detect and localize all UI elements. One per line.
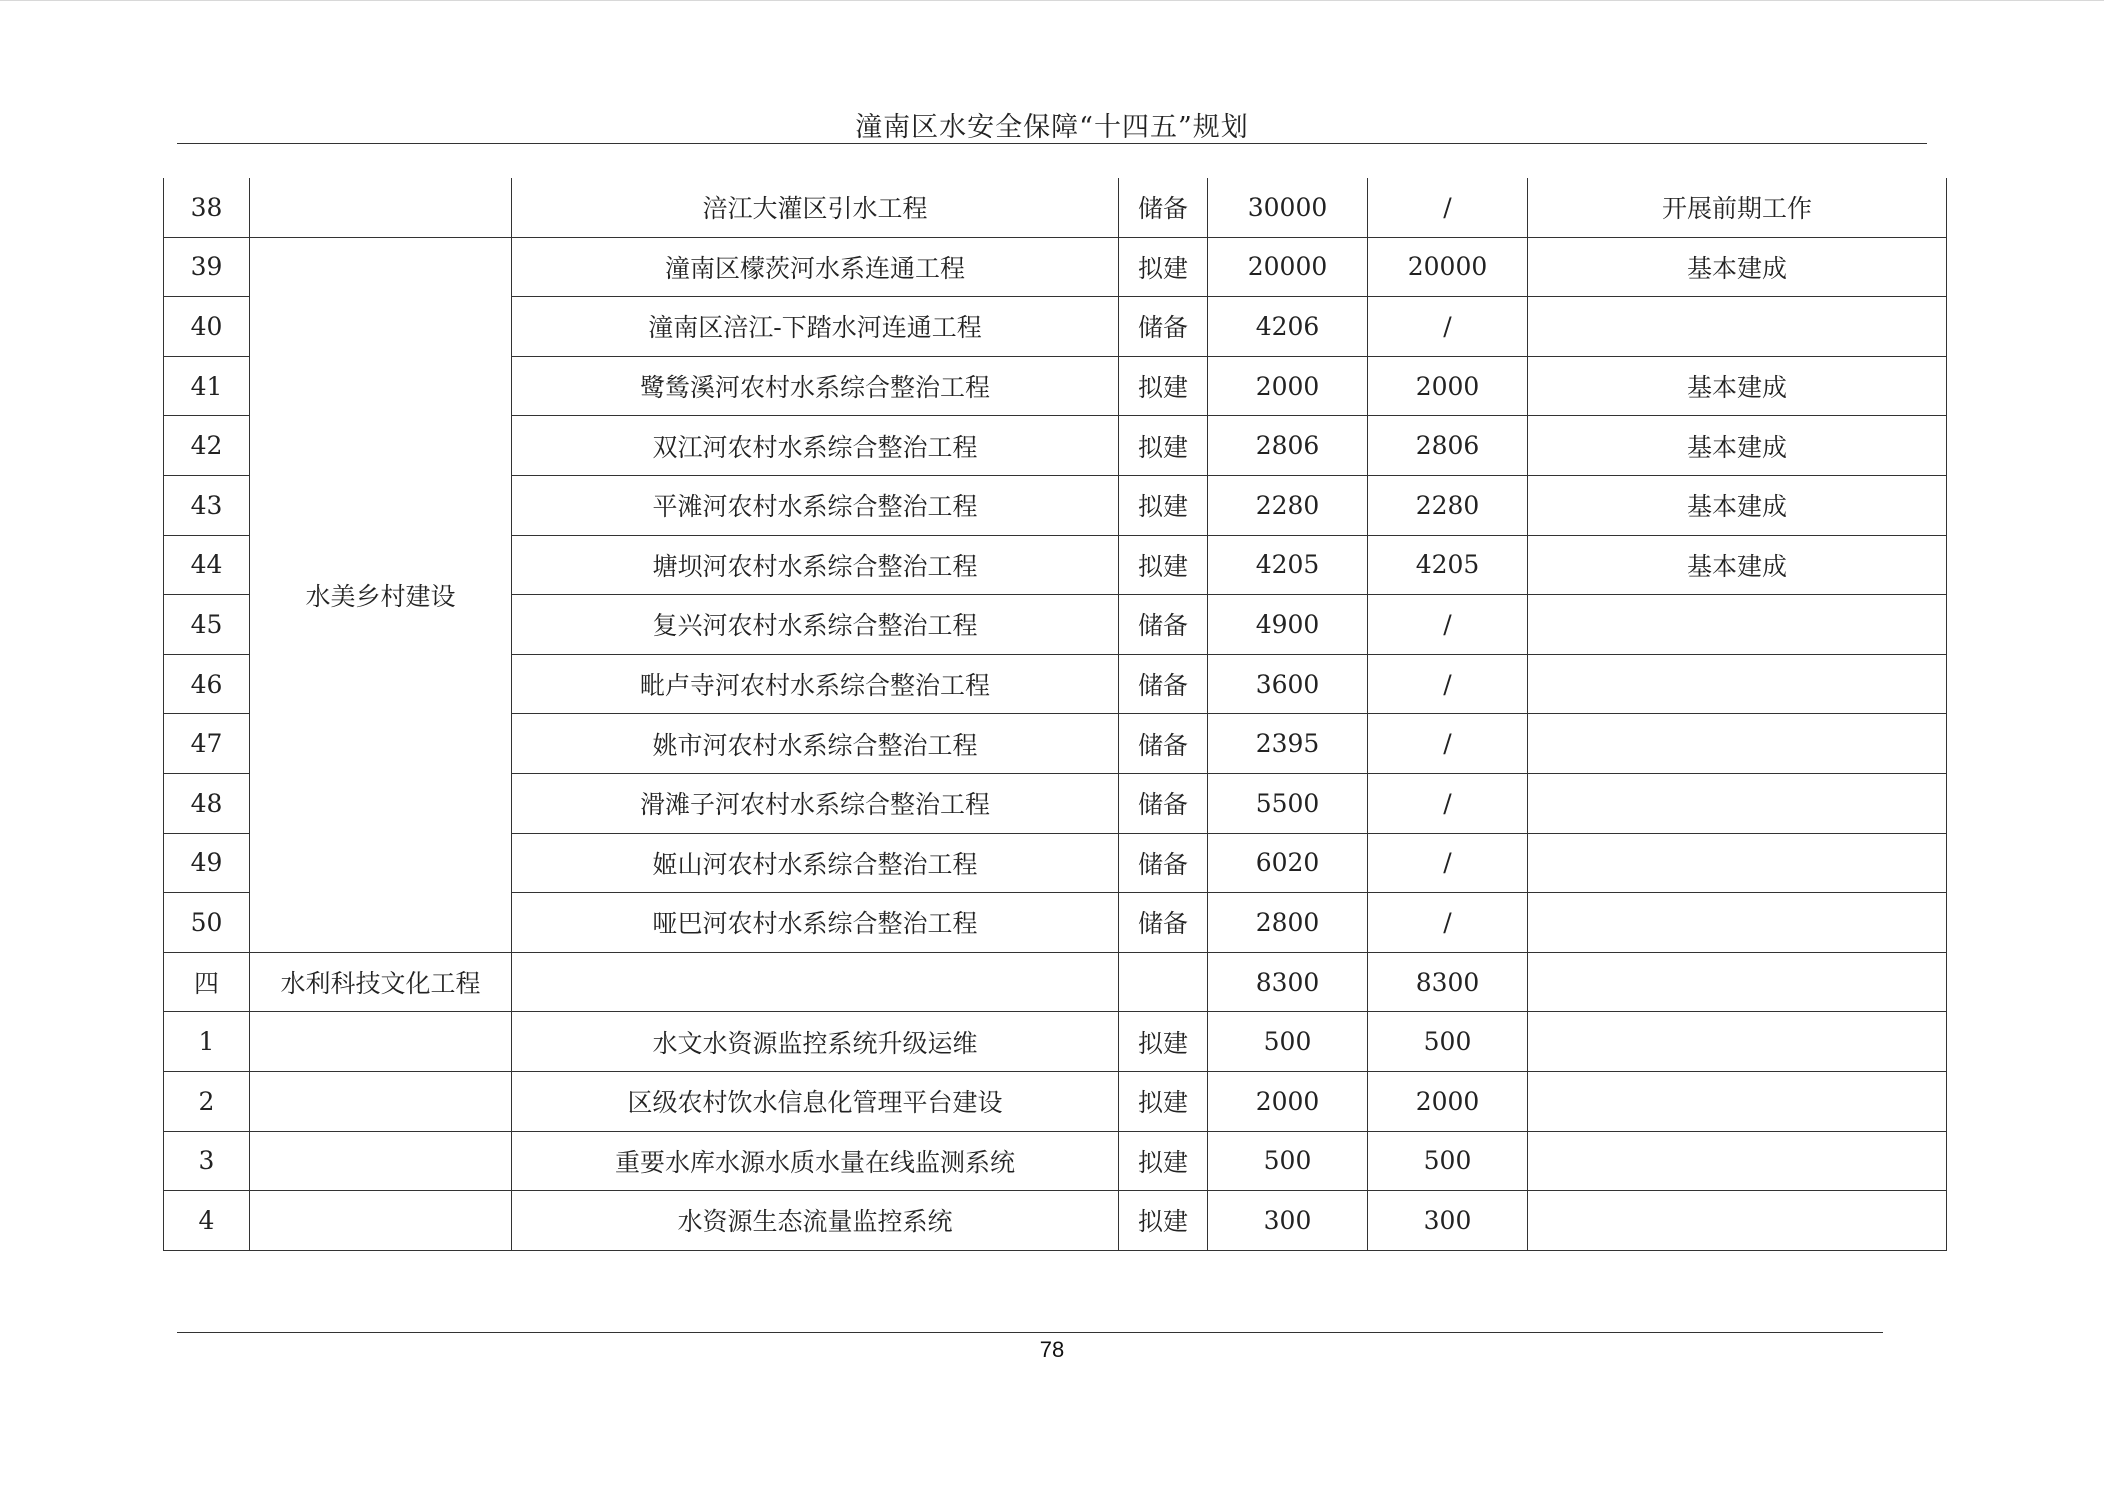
cell-investment: 6020 xyxy=(1208,833,1368,893)
footer-divider xyxy=(177,1332,1883,1333)
cell-no: 41 xyxy=(164,356,250,416)
cell-planned: 8300 xyxy=(1368,952,1528,1012)
cell-investment: 2800 xyxy=(1208,893,1368,953)
cell-name: 水资源生态流量监控系统 xyxy=(512,1191,1119,1251)
cell-name: 塘坝河农村水系综合整治工程 xyxy=(512,535,1119,595)
cell-status: 拟建 xyxy=(1119,356,1208,416)
cell-no: 39 xyxy=(164,237,250,297)
cell-status: 储备 xyxy=(1119,297,1208,357)
cell-planned: / xyxy=(1368,654,1528,714)
cell-no: 42 xyxy=(164,416,250,476)
project-table xyxy=(163,178,1947,1251)
cell-note xyxy=(1528,595,1947,655)
cell-planned: 500 xyxy=(1368,1131,1528,1191)
cell-no: 43 xyxy=(164,475,250,535)
cell-no: 50 xyxy=(164,893,250,953)
cell-planned: 300 xyxy=(1368,1191,1528,1251)
cell-note xyxy=(1528,893,1947,953)
cell-no: 3 xyxy=(164,1131,250,1191)
cell-status: 储备 xyxy=(1119,714,1208,774)
cell-status: 拟建 xyxy=(1119,416,1208,476)
cell-category xyxy=(250,1012,512,1072)
cell-planned: / xyxy=(1368,893,1528,953)
cell-status: 储备 xyxy=(1119,595,1208,655)
cell-investment: 4205 xyxy=(1208,535,1368,595)
cell-investment: 4900 xyxy=(1208,595,1368,655)
cell-note xyxy=(1528,952,1947,1012)
cell-no: 40 xyxy=(164,297,250,357)
cell-name: 姚市河农村水系综合整治工程 xyxy=(512,714,1119,774)
cell-name: 重要水库水源水质水量在线监测系统 xyxy=(512,1131,1119,1191)
cell-investment: 8300 xyxy=(1208,952,1368,1012)
cell-planned: / xyxy=(1368,833,1528,893)
cell-category-merged: 水美乡村建设 xyxy=(250,237,512,952)
cell-planned: / xyxy=(1368,773,1528,833)
cell-investment: 30000 xyxy=(1208,178,1368,237)
cell-status: 储备 xyxy=(1119,833,1208,893)
cell-status: 拟建 xyxy=(1119,1131,1208,1191)
cell-planned: / xyxy=(1368,595,1528,655)
cell-status: 拟建 xyxy=(1119,1012,1208,1072)
cell-planned: 2000 xyxy=(1368,1071,1528,1131)
cell-name: 滑滩子河农村水系综合整治工程 xyxy=(512,773,1119,833)
cell-name: 区级农村饮水信息化管理平台建设 xyxy=(512,1071,1119,1131)
cell-investment: 3600 xyxy=(1208,654,1368,714)
cell-name: 复兴河农村水系综合整治工程 xyxy=(512,595,1119,655)
cell-status: 储备 xyxy=(1119,654,1208,714)
cell-investment: 20000 xyxy=(1208,237,1368,297)
cell-name: 毗卢寺河农村水系综合整治工程 xyxy=(512,654,1119,714)
cell-name: 双江河农村水系综合整治工程 xyxy=(512,416,1119,476)
cell-note xyxy=(1528,833,1947,893)
cell-note: 基本建成 xyxy=(1528,475,1947,535)
cell-no: 47 xyxy=(164,714,250,774)
header-divider xyxy=(177,143,1927,144)
cell-note xyxy=(1528,297,1947,357)
page-header-title: 潼南区水安全保障“十四五”规划 xyxy=(855,112,1249,143)
cell-name: 平滩河农村水系综合整治工程 xyxy=(512,475,1119,535)
cell-investment: 2000 xyxy=(1208,1071,1368,1131)
cell-note: 基本建成 xyxy=(1528,535,1947,595)
table-row-section xyxy=(164,952,1947,1012)
cell-name: 哑巴河农村水系综合整治工程 xyxy=(512,893,1119,953)
cell-category xyxy=(250,178,512,237)
cell-status: 拟建 xyxy=(1119,1071,1208,1131)
cell-status: 拟建 xyxy=(1119,535,1208,595)
cell-status xyxy=(1119,952,1208,1012)
table-row xyxy=(164,178,1947,237)
table-row xyxy=(164,1131,1947,1191)
cell-investment: 2395 xyxy=(1208,714,1368,774)
cell-no: 44 xyxy=(164,535,250,595)
cell-investment: 5500 xyxy=(1208,773,1368,833)
page-number: 78 xyxy=(1039,1337,1065,1362)
cell-status: 拟建 xyxy=(1119,1191,1208,1251)
cell-name: 潼南区檬茨河水系连通工程 xyxy=(512,237,1119,297)
cell-no: 1 xyxy=(164,1012,250,1072)
cell-investment: 2280 xyxy=(1208,475,1368,535)
cell-investment: 500 xyxy=(1208,1131,1368,1191)
cell-no: 49 xyxy=(164,833,250,893)
cell-note: 基本建成 xyxy=(1528,237,1947,297)
cell-note xyxy=(1528,773,1947,833)
cell-no: 46 xyxy=(164,654,250,714)
cell-investment: 2000 xyxy=(1208,356,1368,416)
cell-note xyxy=(1528,1012,1947,1072)
cell-category xyxy=(250,1131,512,1191)
cell-investment: 2806 xyxy=(1208,416,1368,476)
cell-planned: 2806 xyxy=(1368,416,1528,476)
table-row xyxy=(164,237,1947,297)
cell-note xyxy=(1528,1131,1947,1191)
cell-name xyxy=(512,952,1119,1012)
cell-planned: / xyxy=(1368,714,1528,774)
cell-note xyxy=(1528,1191,1947,1251)
cell-note xyxy=(1528,1071,1947,1131)
cell-planned: 2000 xyxy=(1368,356,1528,416)
cell-note: 基本建成 xyxy=(1528,416,1947,476)
cell-status: 拟建 xyxy=(1119,475,1208,535)
cell-name: 鹭鸶溪河农村水系综合整治工程 xyxy=(512,356,1119,416)
table-row xyxy=(164,1012,1947,1072)
cell-investment: 300 xyxy=(1208,1191,1368,1251)
cell-planned: / xyxy=(1368,178,1528,237)
table-row xyxy=(164,1071,1947,1131)
cell-note xyxy=(1528,654,1947,714)
cell-no: 2 xyxy=(164,1071,250,1131)
cell-status: 储备 xyxy=(1119,773,1208,833)
cell-planned: 2280 xyxy=(1368,475,1528,535)
cell-planned: 20000 xyxy=(1368,237,1528,297)
cell-planned: 500 xyxy=(1368,1012,1528,1072)
cell-status: 拟建 xyxy=(1119,237,1208,297)
cell-name: 涪江大灌区引水工程 xyxy=(512,178,1119,237)
cell-name: 水文水资源监控系统升级运维 xyxy=(512,1012,1119,1072)
cell-investment: 4206 xyxy=(1208,297,1368,357)
cell-note: 基本建成 xyxy=(1528,356,1947,416)
cell-category xyxy=(250,1191,512,1251)
cell-no: 4 xyxy=(164,1191,250,1251)
cell-note: 开展前期工作 xyxy=(1528,178,1947,237)
cell-status: 储备 xyxy=(1119,178,1208,237)
cell-status: 储备 xyxy=(1119,893,1208,953)
cell-no: 四 xyxy=(164,952,250,1012)
cell-name: 姬山河农村水系综合整治工程 xyxy=(512,833,1119,893)
cell-no: 48 xyxy=(164,773,250,833)
cell-name: 潼南区涪江-下踏水河连通工程 xyxy=(512,297,1119,357)
cell-no: 45 xyxy=(164,595,250,655)
cell-investment: 500 xyxy=(1208,1012,1368,1072)
table-row xyxy=(164,1191,1947,1251)
cell-category xyxy=(250,1071,512,1131)
cell-note xyxy=(1528,714,1947,774)
cell-category: 水利科技文化工程 xyxy=(250,952,512,1012)
cell-planned: 4205 xyxy=(1368,535,1528,595)
cell-no: 38 xyxy=(164,178,250,237)
cell-planned: / xyxy=(1368,297,1528,357)
